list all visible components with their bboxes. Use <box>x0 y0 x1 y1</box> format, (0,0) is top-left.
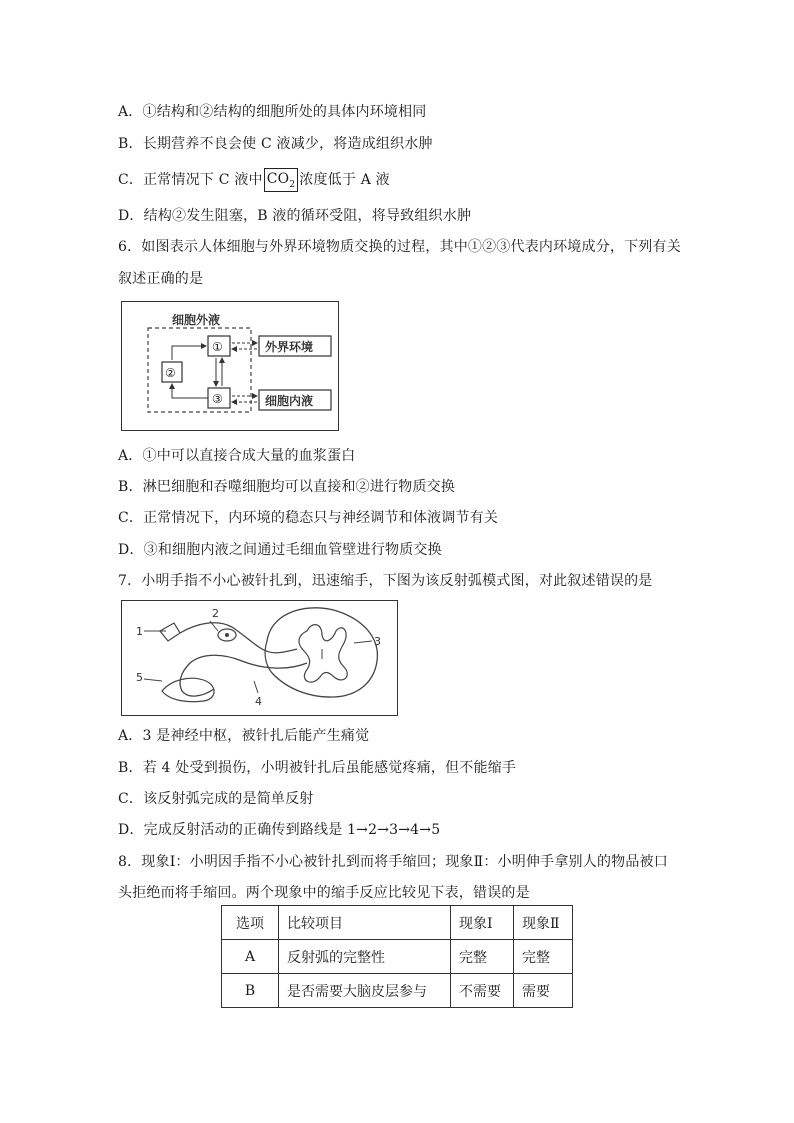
comparison-table <box>221 905 573 1008</box>
table-header-row <box>222 906 573 940</box>
q7-option-c: C．该反射弧完成的是简单反射 <box>118 791 314 807</box>
q6-stem-line1: 6．如图表示人体细胞与外界环境物质交换的过程，其中①②③代表内环境成分，下列有关 <box>118 239 681 255</box>
table-cell: 完整 <box>514 940 573 974</box>
q6-figure <box>121 301 339 431</box>
co2-text: CO <box>266 171 290 187</box>
q5-option-d: D．结构②发生阻塞，B 液的循环受阻，将导致组织水肿 <box>118 208 472 224</box>
q7-option-b: B．若 4 处受到损伤，小明被针扎后虽能感觉疼痛，但不能缩手 <box>118 760 517 776</box>
q7-option-a: A．3 是神经中枢，被针扎后能产生痛觉 <box>118 728 370 744</box>
q6-option-d: D．③和细胞内液之间通过毛细血管壁进行物质交换 <box>118 542 442 558</box>
q5-option-c-post: 浓度低于 A 液 <box>299 172 390 188</box>
q6-option-b: B．淋巴细胞和吞噬细胞均可以直接和②进行物质交换 <box>118 479 456 495</box>
node3-label: ③ <box>212 392 223 406</box>
q6-option-c: C．正常情况下，内环境的稳态只与神经调节和体液调节有关 <box>118 510 499 526</box>
group-label: 细胞外液 <box>172 313 221 327</box>
co2-subscript: 2 <box>289 179 296 190</box>
table-row <box>222 940 573 974</box>
table-cell: 不需要 <box>451 974 514 1008</box>
q5-option-b: B．长期营养不良会使 C 液减少，将造成组织水肿 <box>118 136 433 152</box>
header-item: 比较项目 <box>279 906 451 940</box>
table-cell: 需要 <box>514 974 573 1008</box>
q7-figure <box>121 600 398 716</box>
node2-label: ② <box>165 366 176 380</box>
table-cell: A <box>222 940 279 974</box>
q5-option-c-pre: C．正常情况下 C 液中 <box>118 172 263 188</box>
q5-option-a: A．①结构和②结构的细胞所处的具体内环境相同 <box>118 104 427 120</box>
q6-stem-line2: 叙述正确的是 <box>118 271 204 287</box>
q8-stem-line1: 8．现象Ⅰ：小明因手指不小心被针扎到而将手缩回；现象Ⅱ：小明伸手拿别人的物品被口 <box>118 854 668 870</box>
q8-stem-line2: 头拒绝而将手缩回。两个现象中的缩手反应比较见下表，错误的是 <box>118 885 530 901</box>
node1-label: ① <box>212 340 223 354</box>
label-3: 3 <box>374 635 381 648</box>
header-phenomenon-1: 现象Ⅰ <box>451 906 514 940</box>
exchange-diagram <box>122 302 338 430</box>
reflex-arc-diagram <box>122 601 397 715</box>
table-cell: 反射弧的完整性 <box>279 940 451 974</box>
header-option: 选项 <box>222 906 279 940</box>
q6-option-a: A．①中可以直接合成大量的血浆蛋白 <box>118 448 356 464</box>
table-row <box>222 974 573 1008</box>
header-phenomenon-2: 现象Ⅱ <box>514 906 573 940</box>
label-5: 5 <box>136 671 143 684</box>
table-cell: 完整 <box>451 940 514 974</box>
label-2: 2 <box>212 607 219 620</box>
q7-option-d: D．完成反射活动的正确传到路线是 1→2→3→4→5 <box>118 822 441 838</box>
q7-stem: 7．小明手指不小心被针扎到，迅速缩手，下图为该反射弧模式图，对此叙述错误的是 <box>118 573 653 589</box>
intracellular-label: 细胞内液 <box>265 394 314 408</box>
label-1: 1 <box>136 625 143 638</box>
table-cell: B <box>222 974 279 1008</box>
co2-box <box>264 168 299 192</box>
gray-matter <box>299 625 347 683</box>
table-cell: 是否需要大脑皮层参与 <box>279 974 451 1008</box>
label-4: 4 <box>255 695 262 708</box>
external-env-label: 外界环境 <box>265 340 314 354</box>
q5-option-c <box>118 168 390 192</box>
